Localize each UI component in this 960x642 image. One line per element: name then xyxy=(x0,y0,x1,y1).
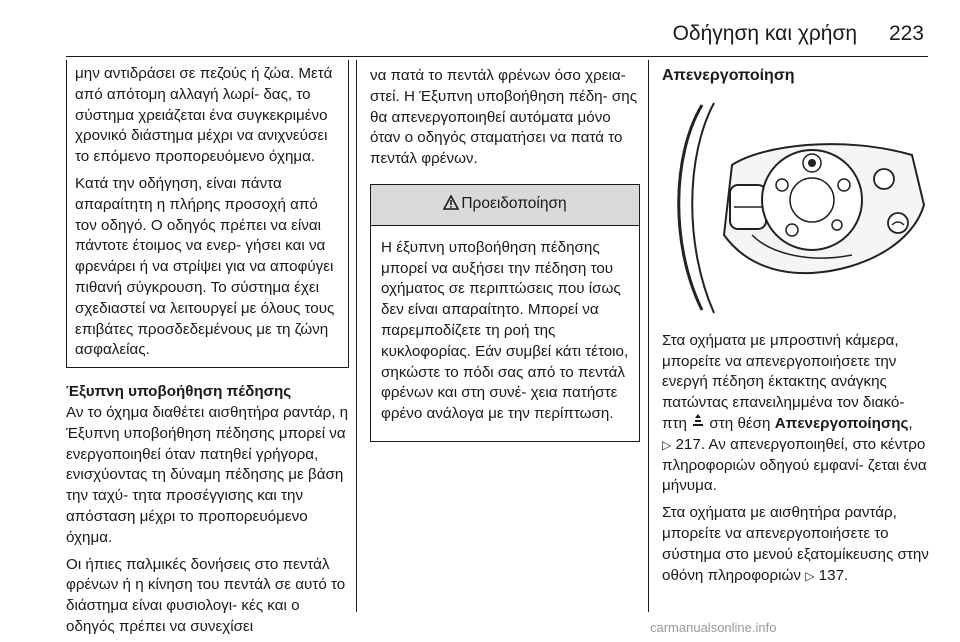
warning-text: Η έξυπνη υποβοήθηση πέδησης μπορεί να αυξήσει την πέδηση του οχήματος σε περιπτώσεις που ίσως δεν είναι απαραίτητο. Μπορεί να παρεμποδίζετε τη ροή της κυκλοφορίας. Εάν συμβεί κάτι τέτοιο, σηκώστε το πόδι σας από το πεντάλ φρένων και στη συνέ- χεια πατήστε φρένο ανάλογα με την περίπτωση. xyxy=(381,238,629,423)
watermark: carmanualsonline.info xyxy=(650,620,777,635)
warning-header xyxy=(371,185,639,226)
continued-notice-box xyxy=(66,60,349,368)
warning-title: Προειδοποίηση xyxy=(461,194,567,212)
page-reference-arrow-icon: ▷ xyxy=(805,568,815,583)
column-divider-2 xyxy=(648,60,649,612)
page-reference-137[interactable]: 137 xyxy=(818,566,845,584)
paragraph-brake-assist-2: Οι ήπιες παλμικές δονήσεις στο πεντάλ φρένων ή η κίνηση του πεντάλ σε αυτό το διάστημα είναι φυσιολογι- κές και ο οδηγός πρέπει να συνεχίσει xyxy=(66,555,346,635)
paragraph-continued: να πατά το πεντάλ φρένων όσο χρεια- στεί. Η Έξυπνη υποβοήθηση πέδη- σης θα απενεργοποιηθεί αυτόματα μόνο όταν ο οδηγός σταματήσει να πατά το πεντάλ φρένων. xyxy=(370,67,638,168)
section-heading-intelligent-brake-assist: Έξυπνη υποβοήθηση πέδησης xyxy=(66,383,292,401)
header-rule xyxy=(66,56,928,57)
warning-box xyxy=(370,184,640,442)
bold-term-deactivation: Απενεργοποίησης xyxy=(774,414,909,432)
column-divider-1 xyxy=(356,60,357,612)
column-3 xyxy=(662,66,932,586)
page-title: Οδήγηση και χρήση xyxy=(672,22,858,45)
paragraph-deactivation-camera: Στα οχήματα με μπροστινή κάμερα, μπορείτε να απενεργοποιήσετε την ενεργή πέδηση έκτακτης ανάγκης πατώντας επανειλημμένα τον διακό- πτη στη θέση Απενεργοποίησης, ▷ 217. Αν απενεργοποιηθεί, στο κέντρο πληροφοριών οδηγού εμφανί- ζεται ένα μήνυμα. xyxy=(662,331,927,495)
distance-switch-icon xyxy=(691,415,705,432)
page-header xyxy=(0,22,924,46)
page-number: 223 xyxy=(888,22,924,45)
section-title-deactivation: Απενεργοποίηση xyxy=(662,67,795,84)
steering-wheel-controls-illustration xyxy=(662,95,932,321)
page-reference-217[interactable]: 217 xyxy=(675,435,701,453)
notice-paragraph-1: μην αντιδράσει σε πεζούς ή ζώα. Μετά από απότομη αλλαγή λωρί- δας, το σύστημα χρειάζεται ένα συγκεκριμένο χρονικό διάστημα μέχρι να ανιχνεύσει το επόμενο προπορευόμενο όχημα. xyxy=(75,65,333,166)
notice-paragraph-2: Κατά την οδήγηση, είναι πάντα απαραίτητη η πλήρης προσοχή από τον οδηγό. Ο οδηγός πρέπει να είναι πάντοτε έτοιμος να ενερ- γήσει και να φρενάρει ή να στρίψει για να αποφύγει πιθανή σύγκρουση. Το σύστημα έχει σχεδιαστεί να λειτουργεί με όλους τους επιβάτες προσδεδεμένους με τη ζώνη ασφαλείας. xyxy=(75,174,335,359)
paragraph-brake-assist-1: Αν το όχημα διαθέτει αισθητήρα ραντάρ, η Έξυπνη υποβοήθηση πέδησης μπορεί να ενεργοποιηθεί όταν πατηθεί γρήγορα, ενισχύοντας τη δύναμη πέδησης με βάση την ταχύ- τητα προσέγγισης και την απόσταση μέχρι το προπορευόμενο όχημα. xyxy=(66,403,349,546)
warning-triangle-icon xyxy=(443,195,459,217)
warning-body xyxy=(371,226,639,441)
column-2 xyxy=(370,66,640,442)
column-1 xyxy=(66,60,349,638)
paragraph-deactivation-radar: Στα οχήματα με αισθητήρα ραντάρ, μπορείτε να απενεργοποιήσετε το σύστημα στο μενού εξατομίκευσης στην οθόνη πληροφοριών ▷ 137. xyxy=(662,504,929,584)
page-reference-arrow-icon: ▷ xyxy=(662,437,672,452)
